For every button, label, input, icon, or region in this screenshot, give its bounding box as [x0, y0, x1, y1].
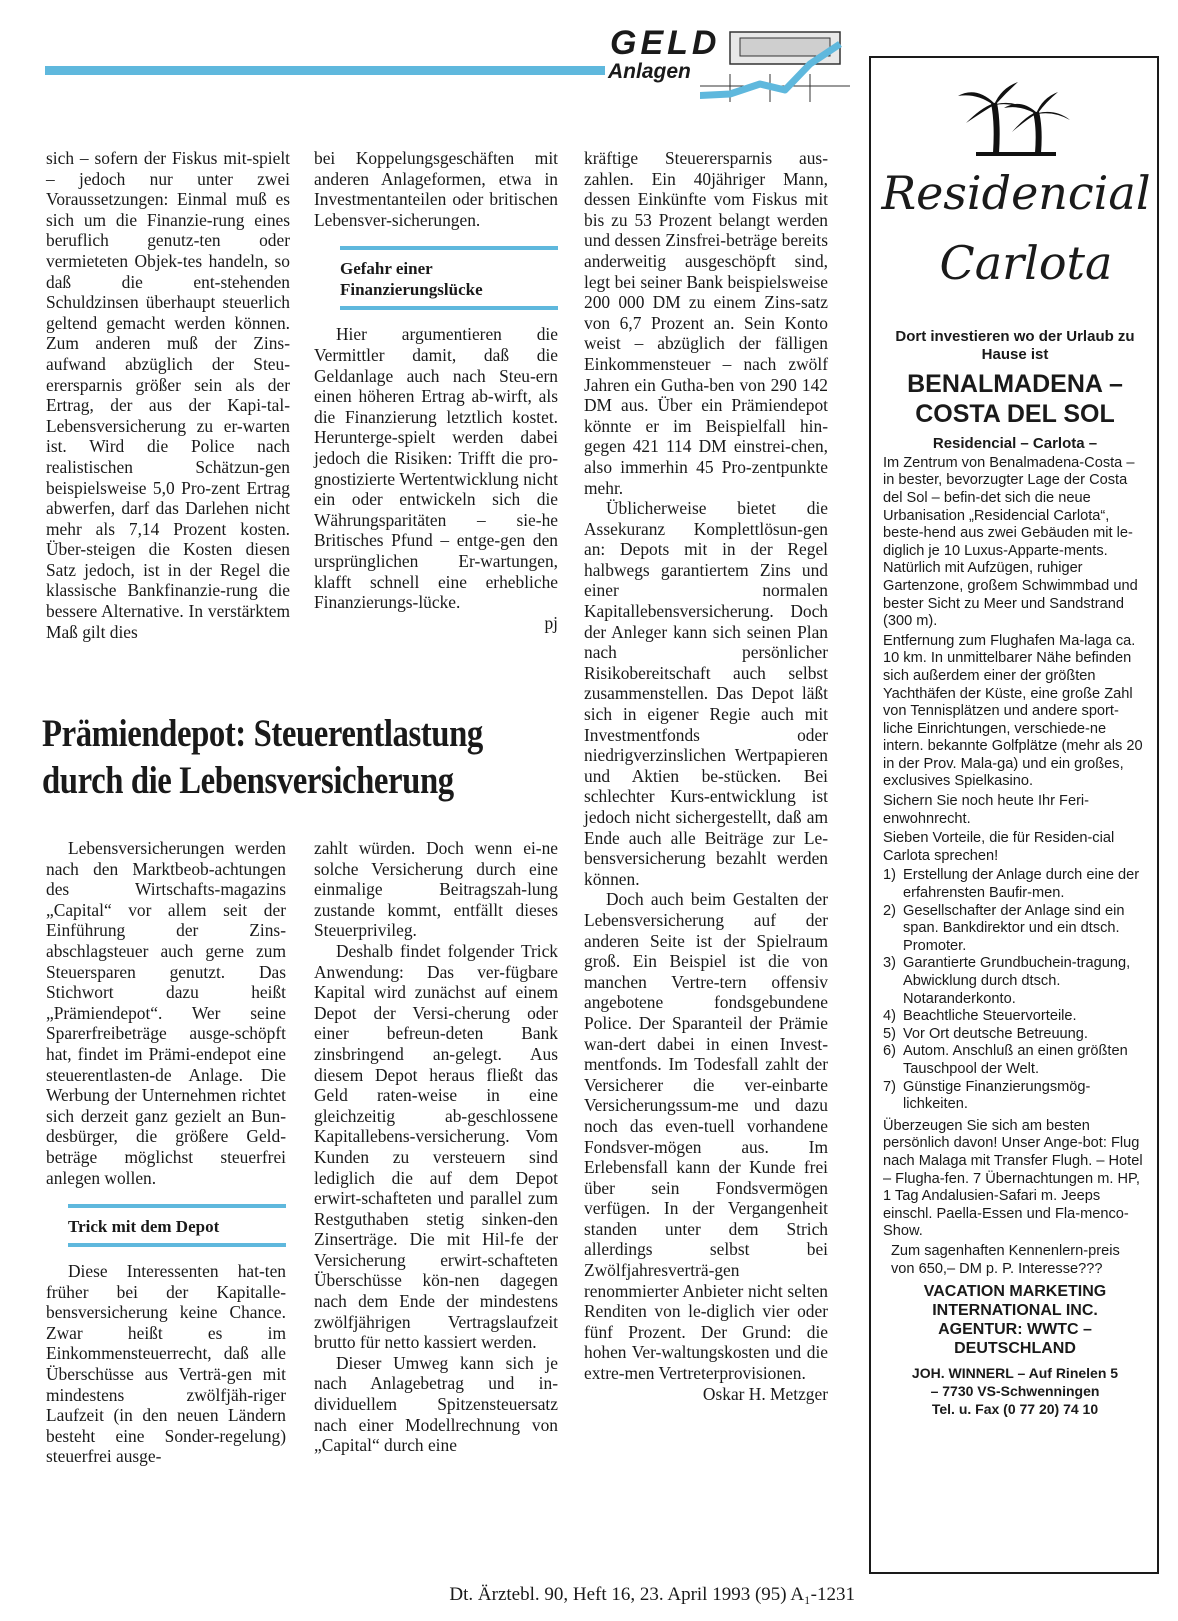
ad-location-line-1: BENALMADENA – — [907, 370, 1123, 399]
list-item-number: 7) — [883, 1078, 896, 1095]
ad-company-line-1: VACATION MARKETING — [923, 1283, 1107, 1301]
palm-trees-icon — [956, 78, 1076, 158]
header-rule — [45, 66, 605, 75]
ad-company — [883, 1282, 1147, 1358]
ad-paragraph-3: Sichern Sie noch heute Ihr Feri-enwohnrecht. — [883, 793, 1090, 827]
ad-tagline: Dort investieren wo der Urlaub zu Hause ist — [895, 328, 1135, 363]
article2-col1-paragraph-1: Lebensversicherungen werden nach den Marktbeob-achtungen des Wirtschafts-magazins „Capital“ vor allem seit der Einführung der Zins-abschlagsteuer auch gerne zum Steuersparen genutzt. Das Stichwort dazu heißt „Prämiendepot“. Wer seine Sparerfreibeträge ausge-schöpft hat, findet im Prämi-endepot eine steuerentlasten-de Anlage. Die Werbung der Unternehmen richtet sich derzeit ganz gezielt an Bun-desbürger, die größere Geld-beträge möglichst steuerfrei anlegen wollen. — [46, 838, 286, 1188]
ad-title-line-2: Carlota — [939, 236, 1113, 290]
list-item — [883, 903, 1147, 956]
ad-paragraph-5: Überzeugen Sie sich am besten persönlich davon! Unser Ange-bot: Flug nach Malaga mit Transfer Flugh. – Hotel – Flugha-fen. 7 Übernachtungen m. HP, 1 Tag Andalusien-Safari m. Jeeps einschl. Paella-Essen und Fla-menco-Show. — [883, 1117, 1143, 1240]
list-item-number: 1) — [883, 867, 896, 884]
list-item-text: Vor Ort deutsche Betreuung. — [903, 1025, 1088, 1042]
article1-subhead: Gefahr einer Finanzierungslücke — [340, 259, 483, 300]
article2-col1-paragraph-2: Diese Interessenten hat-ten früher bei der Kapitalle-bensversicherung keine Chance. Zwar heißt es im Einkommensteuerrecht, daß alle Überschüsse aus Verträ-gen mit mindestens zwölfjäh-riger Laufzeit (in den neuen Ländern besteht eine Sonder-regelung) steuerfrei ausge- — [46, 1261, 286, 1467]
article1-col1-text: sich – sofern der Fiskus mit-spielt – jedoch nur unter zwei Voraussetzungen: Einmal muß es sich um die Finanzie-rung eines beruflich genutz-ten oder vermieteten Objek-tes handeln, so daß die ent-stehenden Schuldzinsen überhaupt steuerlich geltend gemacht werden können. Zum anderen muß der Zins-aufwand abzüglich der Steu-erersparnis größer sein als der Ertrag, der aus der Kapi-tal-Lebensversicherung zu er-warten ist. Wird die Police nach realistischen Schätzun-gen beispielsweise 5,0 Pro-zent Ertrag abwerfen, darf das Darlehen nicht mehr als 7,14 Prozent kosten. Über-steigen die Kosten diesen Satz jedoch, ist in der Regel die klassische Bankfinanzie-rung die bessere Alternative. In verstärktem Maß gilt dies — [46, 148, 290, 642]
article2-headline-line-1: Prämiendepot: Steuerentlastung — [42, 712, 483, 755]
article2-col2-paragraph-3: Dieser Umweg kann sich je nach Anlagebetrag und in-dividuellem Spitzensteuersatz nach einer Modellrechnung von „Capital“ durch eine — [314, 1352, 558, 1456]
list-item — [883, 1026, 1147, 1044]
article2-col2-paragraph-1: zahlt würden. Doch wenn ei-ne solche Versicherung durch eine einmalige Beitragszah-lung zustande kommt, entfällt dieses Steuerprivileg. — [314, 838, 558, 941]
ad-paragraph-1: Im Zentrum von Benalmadena-Costa – in bester, bevorzugter Lage der Costa del Sol – befin-det sich die neue Urbanisation „Residencial Carlota“, beste-hend aus zwei Gebäuden mit le-diglich je 10 Luxus-Apparte-ments. Natürlich mit Aufzügen, ruhiger Gartenzone, großem Schwimmbad und bester Sicht zu Meer und Sandstrand (300 m). — [883, 454, 1138, 630]
article1-column-2 — [314, 148, 558, 633]
ad-paragraph-2: Entfernung zum Flughafen Ma-laga ca. 10 km. In unmittelbarer Nähe befinden sich außerdem einer der größten Yachthäfen der Küste, eine große Zahl von Tennisplätzen und andere sport-liche Einrichtungen, verschiede-ne intern. bekannte Golfplätze (mehr als 20 in der Prov. Mala-ga) und ein großes, exclusives Spielkasino. — [883, 632, 1143, 790]
list-item-number: 3) — [883, 955, 896, 972]
logo-anlagen-text: Anlagen — [608, 60, 691, 83]
ad-company-line-2: INTERNATIONAL INC. — [932, 1302, 1098, 1320]
ad-subtitle: Residencial – Carlota – — [932, 435, 1098, 453]
ad-address-line-1: JOH. WINNERL – Auf Rinelen 5 — [911, 1365, 1119, 1382]
article2-column-1 — [46, 838, 286, 1467]
article1-col2-paragraph-2: Hier argumentieren die Vermittler damit, daß die Geldanlage auch nach Steu-ern einen höheren Ertrag ab-wirft, als die Finanzierung letztlich kostet. Herunterge-spielt werden dabei jedoch die Risiken: Trifft die pro-gnostizierte Wertentwicklung nicht ein oder entwickeln sich die Währungsparitäten – sie-he Britisches Pfund – entge-gen den ursprünglichen Er-wartungen, klafft schnell eine erhebliche Finanzierungs-lücke. — [314, 324, 558, 613]
subhead-rule-bottom — [68, 1243, 286, 1247]
list-item-text: Beachtliche Steuervorteile. — [903, 1008, 1077, 1025]
logo-geld-text: GELD — [610, 24, 721, 62]
growth-chart-icon — [700, 24, 850, 104]
list-item-text: Gesellschafter der Anlage sind ein span. Bankdirektor und ein dtsch. Promoter. — [903, 902, 1125, 954]
page-citation: Dt. Ärztebl. 90, Heft 16, 23. April 1993 (95) A₁-1231 — [449, 1584, 855, 1605]
ad-company-line-3: AGENTUR: WWTC – — [938, 1321, 1092, 1339]
ad-body — [883, 328, 1147, 1418]
article2-col2-paragraph-2: Deshalb findet folgender Trick Anwendung: Das ver-fügbare Kapital wird zunächst auf einem Depot der Versi-cherung oder einer befreun-deten Bank zinsbringend an-gelegt. Aus diesem Depot heraus fließt das Geld raten-weise in eine gleichzeitig ab-geschlossene Kapitallebens-versicherung. Vom Kunden zu versteuern sind lediglich die auf dem Depot erwirt-schafteten und parallel zum Restguthaben stetig sinken-den Zinserträge. Die mit Hil-fe der Versicherung erwirt-schafteten Überschüsse kön-nen dagegen nach dem Ende der mindestens zwölfjährigen Vertragslaufzeit brutto für netto kassiert werden. — [314, 940, 558, 1353]
list-item — [883, 1008, 1147, 1026]
ad-title-line-1: Residencial — [881, 166, 1151, 220]
ad-address-line-2: – 7730 VS-Schwenningen — [930, 1383, 1100, 1400]
article2-headline-line-2: durch die Lebensversicherung — [42, 759, 454, 802]
subhead-rule-bottom — [340, 306, 558, 310]
article2-headline — [42, 710, 602, 804]
ad-paragraph-6: Zum sagenhaften Kennenlern-preis von 650,– DM p. P. Interesse??? — [891, 1242, 1120, 1277]
article2-col3-paragraph-2: Üblicherweise bietet die Assekuranz Komplettlösun-gen an: Depots mit in der Regel halbwegs garantiertem Zins und einer normalen Kapitallebensversicherung. Doch der Anleger kann sich seinen Plan nach persönlicher Risikobereitschaft auch selbst zusammenstellen. Das Depot läßt sich in eigener Regie auch mit Investmentfonds oder niedrigverzinslichen Wertpapieren und Aktien be-stücken. Bei schlechter Kurs-entwicklung ist jedoch nicht sichergestellt, daß am Ende auch alle Beiträge zur Le-bensversicherung bezahlt werden können. — [584, 498, 828, 889]
article1-column-1 — [46, 148, 290, 642]
ad-company-line-4: DEUTSCHLAND — [954, 1340, 1076, 1358]
article2-col3-paragraph-3: Doch auch beim Gestalten der Lebensversicherung auf der anderen Seite ist der Spielraum groß. Ein Beispiel ist die von manchen Vertre-tern offensiv angebotene fondsgebundene Police. Der Sparanteil der Prämie wan-dert dabei in einen Invest-mentfonds. Im Todesfall zahlt der Versicherer die ver-einbarte Versicherungssum-me und dazu noch das even-tuell vorhandene Fondsver-mögen aus. Im Erlebensfall kann der Kunde frei über sein Fondsvermögen verfügen. In der Vergangenheit standen unter dem Strich allerdings selbst bei Zwölfjahresverträ-gen renommierter Anbieter nicht selten Renditen von le-diglich vier oder fünf Prozent. Der Grund: die hohen Ver-waltungskosten und die extre-men Vertreterprovisionen. — [584, 889, 828, 1384]
list-item — [883, 867, 1147, 902]
article1-col2-paragraph-1: bei Koppelungsgeschäften mit anderen Anlageformen, etwa in Investmentanteilen oder britischen Lebensver-sicherungen. — [314, 148, 558, 230]
geld-anlagen-logo — [600, 24, 858, 104]
list-item-number: 2) — [883, 902, 896, 919]
article1-subhead-block — [340, 246, 558, 310]
article2-subhead-block — [68, 1204, 286, 1247]
ad-paragraph-4: Sieben Vorteile, die für Residen-cial Carlota sprechen! — [883, 830, 1115, 864]
residencial-carlota-ad — [869, 56, 1159, 1574]
list-item-number: 5) — [883, 1025, 896, 1042]
list-item-text: Garantierte Grundbuchein-tragung, Abwicklung durch dtsch. Notaranderkonto. — [903, 955, 1131, 1007]
list-item-text: Autom. Anschluß an einen größten Tauschpool der Welt. — [903, 1043, 1128, 1077]
article2-author: Oskar H. Metzger — [702, 1383, 828, 1404]
article2-col3-paragraph-1: kräftige Steuerersparnis aus-zahlen. Ein 40jähriger Mann, dessen Einkünfte vom Fiskus mit bis zu 53 Prozent belangt werden und dessen Zinsfrei-beträge bereits anderweitig ausgeschöpft sind, legt bei seiner Bank beispielsweise 200 000 DM zu einem Zins-satz von 6,7 Prozent an. Sein Konto weist – abzüglich der fälligen Einkommensteuer – nach zwölf Jahren ein Gutha-ben von 290 142 DM aus. Über ein Prämiendepot könnte er im Beispielfall hin-gegen 421 114 DM einstrei-chen, also immerhin 45 Pro-zentpunkte mehr. — [584, 148, 828, 498]
article2-subhead: Trick mit dem Depot — [68, 1217, 220, 1237]
list-item — [883, 1043, 1147, 1078]
list-item-number: 6) — [883, 1043, 896, 1060]
list-item-text: Erstellung der Anlage durch eine der erfahrensten Baufir-men. — [903, 867, 1140, 902]
article2-column-2 — [314, 838, 558, 1456]
ad-address — [883, 1364, 1147, 1418]
article2-column-3 — [584, 148, 828, 1404]
list-item — [883, 1079, 1147, 1114]
list-item-number: 4) — [883, 1008, 896, 1025]
list-item-text: Günstige Finanzierungsmög-lichkeiten. — [903, 1078, 1091, 1113]
ad-advantages-list — [883, 867, 1147, 1113]
list-item — [883, 955, 1147, 1008]
ad-address-line-3: Tel. u. Fax (0 77 20) 74 10 — [931, 1401, 1099, 1418]
article1-author: pj — [544, 612, 558, 633]
ad-location-line-2: COSTA DEL SOL — [915, 400, 1115, 429]
